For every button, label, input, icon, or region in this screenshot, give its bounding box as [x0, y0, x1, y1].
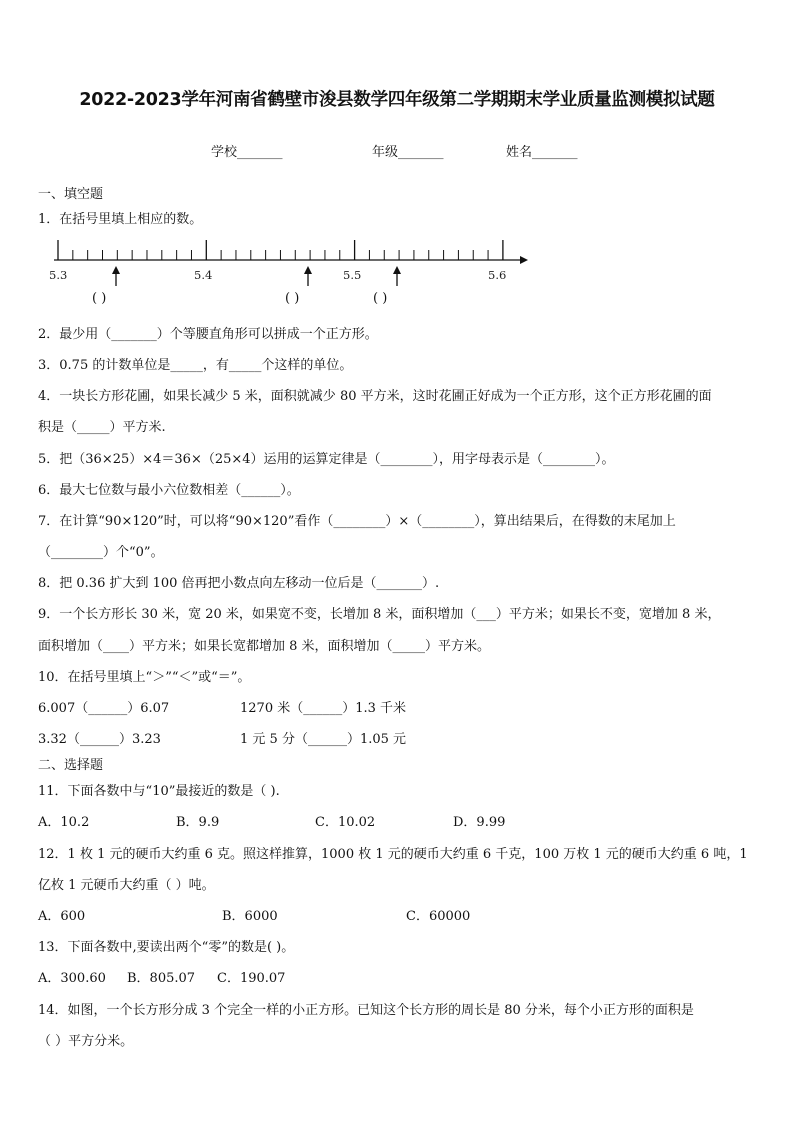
page-title: 2022-2023学年河南省鹤壁市浚县数学四年级第二学期期末学业质量监测模拟试题 — [79, 90, 715, 110]
question-7-line-1: 7．在计算“90×120”时，可以将“90×120”看作（________）×（________），算出结果后，在得数的末尾加上 — [38, 514, 676, 529]
question-3: 3．0.75 的计数单位是_____，有_____个这样的单位。 — [38, 358, 353, 373]
compare-item-c: 3.32（______）3.23 — [38, 732, 161, 747]
grade-field: 年级_______ — [372, 145, 444, 160]
up-arrow-icon — [304, 266, 312, 286]
up-arrow-icon — [393, 266, 401, 286]
tick-label: 5.5 — [343, 268, 362, 282]
question-12-line-1: 12．1 枚 1 元的硬币大约重 6 克。照这样推算，1000 枚 1 元的硬币大约重 6 千克，100 万枚 1 元的硬币大约重 6 吨，1 — [38, 847, 748, 862]
up-arrow-icon — [112, 266, 120, 286]
option-a[interactable]: A．300.60 — [38, 971, 106, 986]
option-a[interactable]: A．600 — [38, 909, 86, 924]
option-c[interactable]: C．190.07 — [217, 971, 286, 986]
question-10: 10．在括号里填上“＞”“＜”或“＝”。 — [38, 670, 251, 685]
answer-blank-1[interactable]: ( ) — [92, 291, 107, 306]
compare-item-b: 1270 米（______）1.3 千米 — [240, 701, 407, 716]
question-2: 2．最少用（_______）个等腰直角形可以拼成一个正方形。 — [38, 327, 378, 342]
school-field: 学校_______ — [211, 145, 283, 160]
option-c[interactable]: C．60000 — [406, 909, 471, 924]
question-9-line-1: 9．一个长方形长 30 米，宽 20 米，如果宽不变，长增加 8 米，面积增加（___）平方米；如果长不变，宽增加 8 米， — [38, 607, 721, 622]
option-c[interactable]: C．10.02 — [315, 815, 376, 830]
question-7-line-2: （________）个“0”。 — [38, 545, 164, 560]
tick-label: 5.6 — [488, 268, 507, 282]
question-14-line-1: 14．如图，一个长方形分成 3 个完全一样的小正方形。已知这个长方形的周长是 80 分米，每个小正方形的面积是 — [38, 1003, 694, 1018]
section-multiple-choice: 二、选择题 — [38, 758, 104, 773]
section-fill-in: 一、填空题 — [38, 187, 104, 202]
question-6: 6．最大七位数与最小六位数相差（______）。 — [38, 483, 300, 498]
question-12-line-2: 亿枚 1 元硬币大约重（ ）吨。 — [38, 878, 215, 893]
option-d[interactable]: D．9.99 — [453, 815, 506, 830]
question-4-line-2: 积是（_____）平方米. — [38, 420, 166, 435]
tick-label: 5.3 — [49, 268, 68, 282]
question-5: 5．把（36×25）×4＝36×（25×4）运用的运算定律是（________），用字母表示是（________）。 — [38, 452, 615, 467]
tick-label: 5.4 — [194, 268, 213, 282]
option-b[interactable]: B．6000 — [222, 909, 278, 924]
question-9-line-2: 面积增加（____）平方米；如果长宽都增加 8 米，面积增加（_____）平方米。 — [38, 639, 491, 654]
name-field: 姓名_______ — [506, 145, 578, 160]
question-4-line-1: 4．一块长方形花圃，如果长减少 5 米，面积就减少 80 平方米，这时花圃正好成为一个正方形，这个正方形花圃的面 — [38, 389, 712, 404]
number-line-ticks — [58, 240, 503, 260]
question-13: 13．下面各数中,要读出两个“零”的数是( )。 — [38, 940, 295, 955]
number-line-arrowhead — [520, 256, 528, 264]
option-b[interactable]: B．805.07 — [127, 971, 196, 986]
question-11: 11．下面各数中与“10”最接近的数是（ ). — [38, 784, 280, 799]
compare-item-d: 1 元 5 分（______）1.05 元 — [240, 732, 407, 747]
answer-blank-3[interactable]: ( ) — [373, 291, 388, 306]
option-a[interactable]: A．10.2 — [38, 815, 90, 830]
option-b[interactable]: B．9.9 — [176, 815, 220, 830]
compare-item-a: 6.007（______）6.07 — [38, 701, 170, 716]
question-14-line-2: （ ）平方分米。 — [38, 1034, 134, 1049]
question-1: 1．在括号里填上相应的数。 — [38, 212, 203, 227]
answer-blank-2[interactable]: ( ) — [285, 291, 300, 306]
number-line — [44, 236, 534, 286]
question-8: 8．把 0.36 扩大到 100 倍再把小数点向左移动一位后是（_______）. — [38, 576, 440, 591]
